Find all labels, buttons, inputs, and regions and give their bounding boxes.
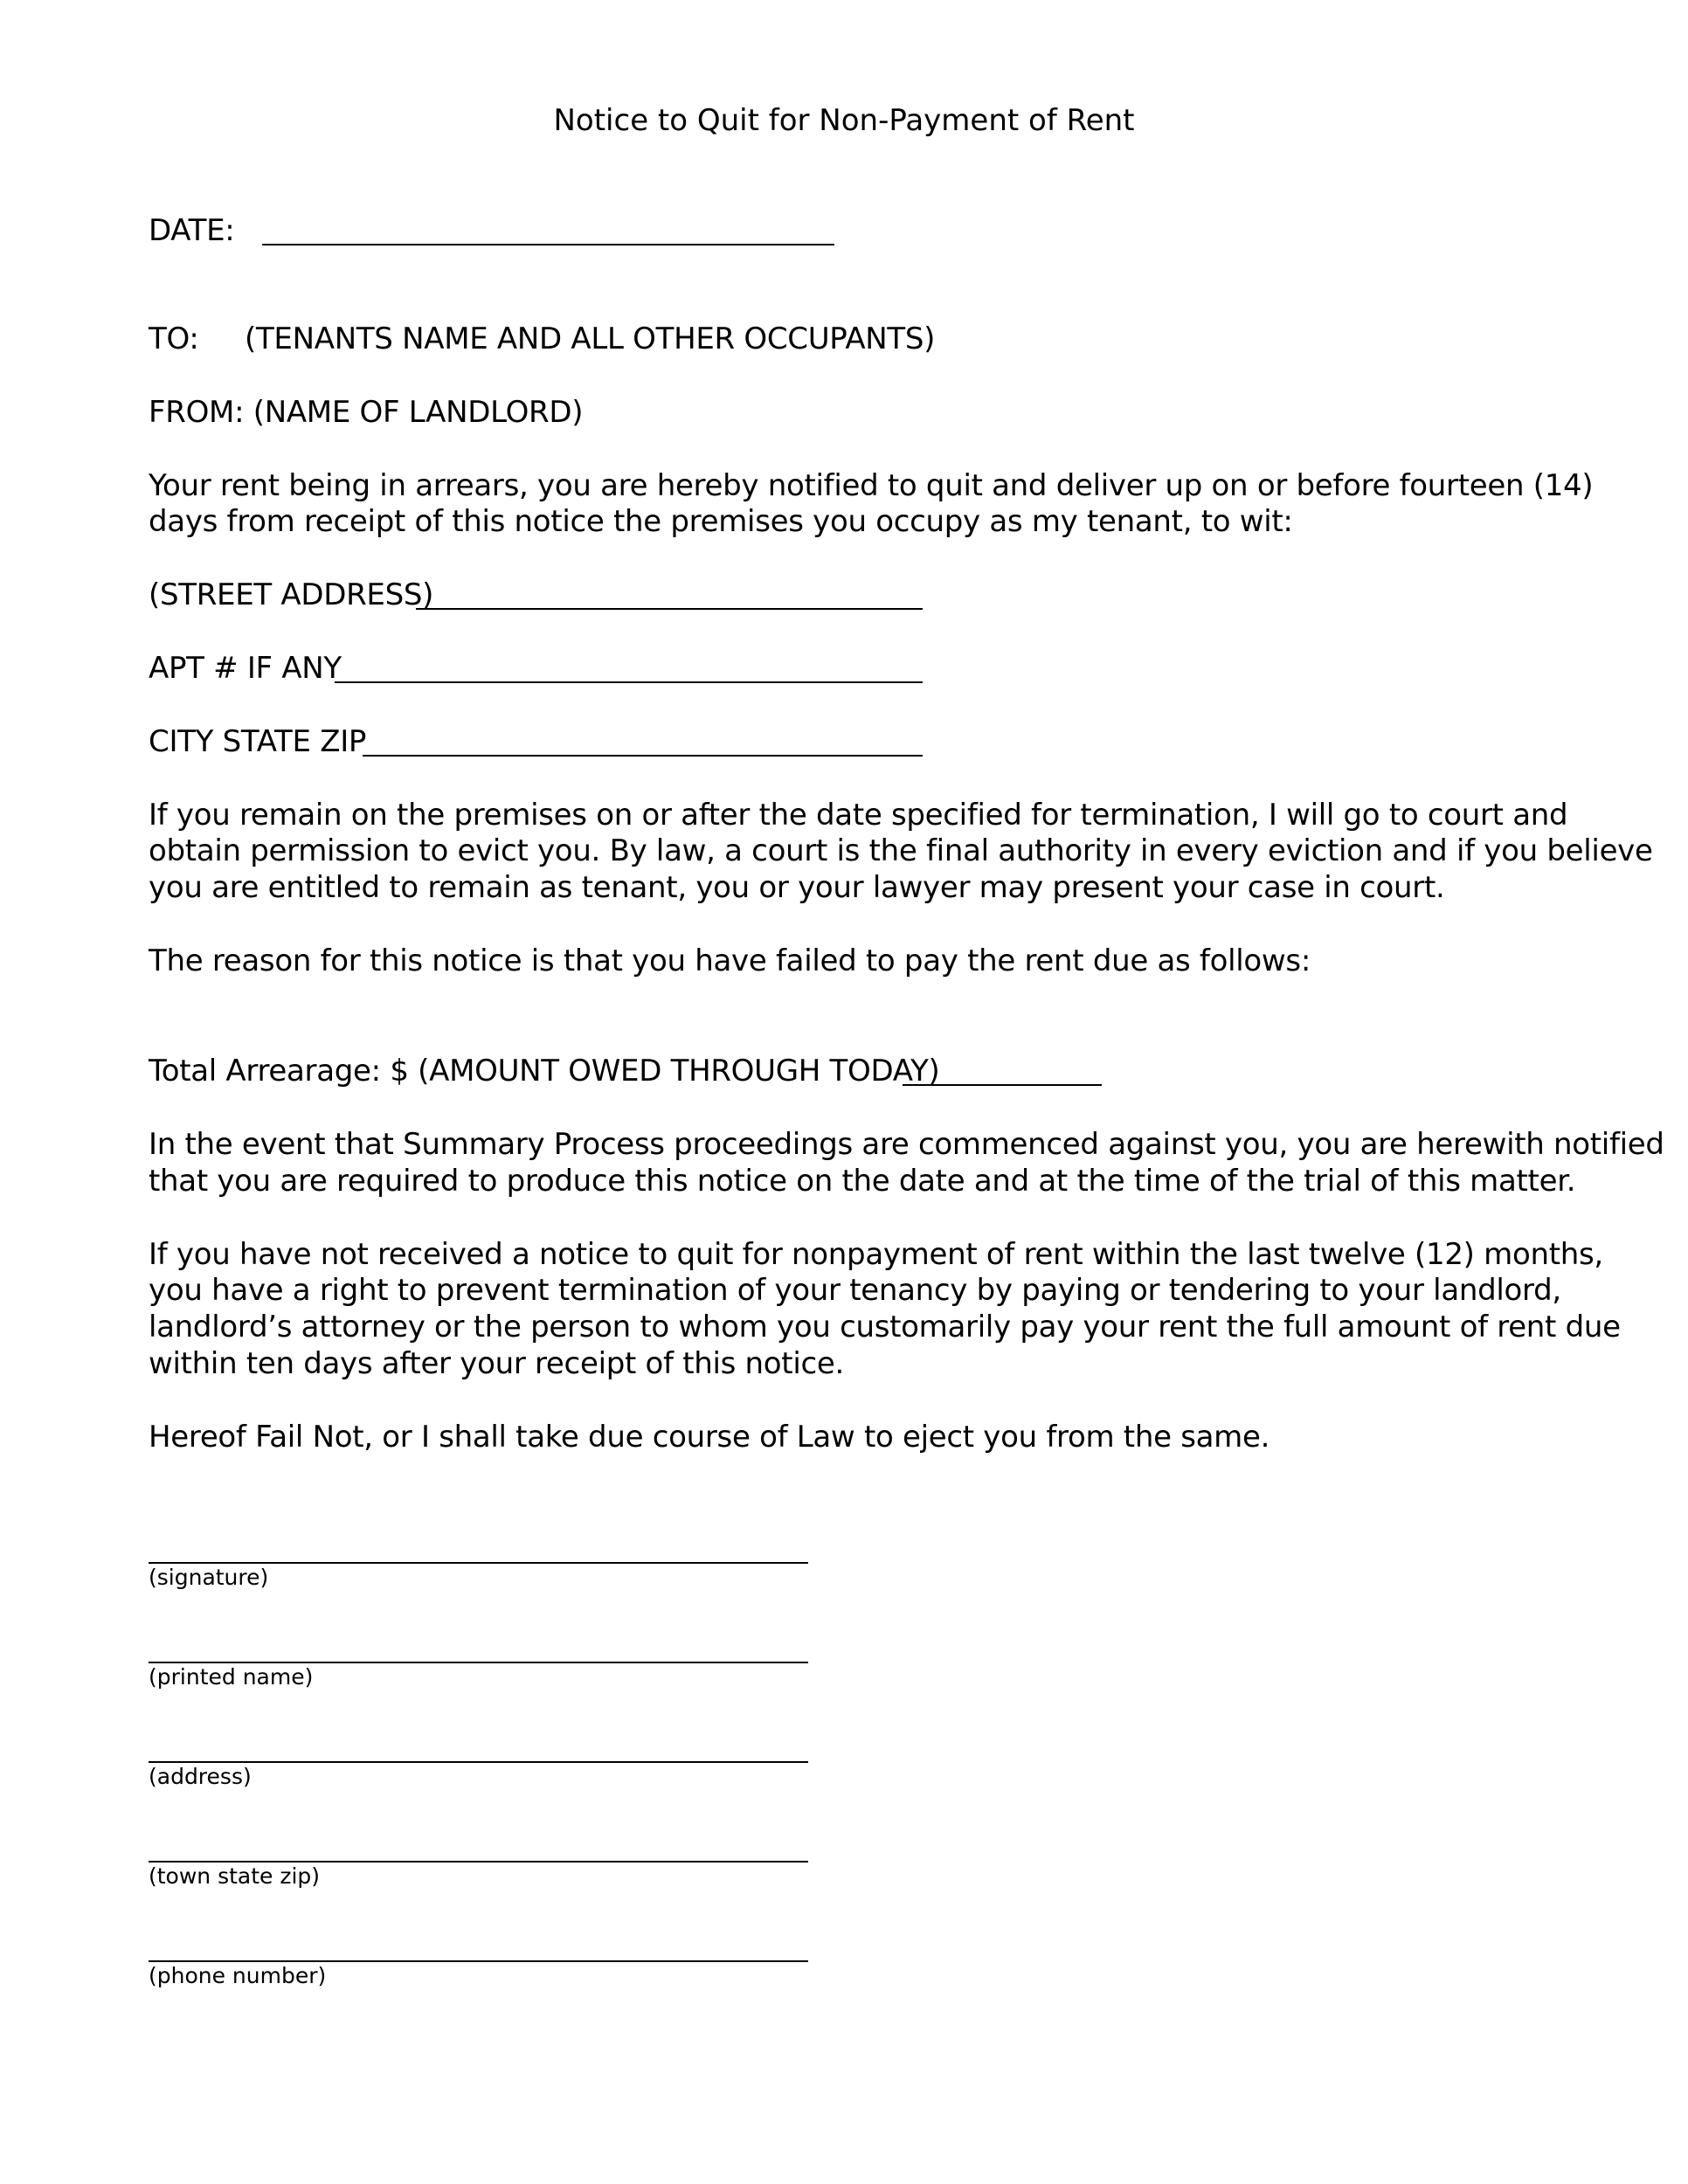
- paragraph-1-line-1: Your rent being in arrears, you are hereby notified to quit and deliver up on or before fourteen (14): [149, 468, 1594, 503]
- paragraph-4-line-1: In the event that Summary Process proceedings are commenced against you, you are herewith notified: [149, 1127, 1664, 1162]
- apt-blank-line: [335, 681, 923, 683]
- total-arrearage-label: Total Arrearage: $ (AMOUNT OWED THROUGH TODAY): [149, 1054, 940, 1089]
- phone-number-line: [149, 1960, 808, 1962]
- paragraph-5-line-1: If you have not received a notice to quit for nonpayment of rent within the last twelve (12) months,: [149, 1237, 1603, 1272]
- address-caption: (address): [149, 1764, 252, 1789]
- paragraph-2-line-3: you are entitled to remain as tenant, you or your lawyer may present your case in court.: [149, 870, 1445, 905]
- signature-line: [149, 1562, 808, 1564]
- street-address-blank-line: [416, 608, 923, 610]
- town-state-zip-caption: (town state zip): [149, 1863, 321, 1889]
- paragraph-2-line-2: obtain permission to evict you. By law, a court is the final authority in every eviction and if you believe: [149, 833, 1653, 868]
- city-state-zip-blank-line: [363, 755, 923, 757]
- from-line: FROM: (NAME OF LANDLORD): [149, 395, 584, 430]
- document-title: Notice to Quit for Non-Payment of Rent: [553, 103, 1135, 138]
- total-arrearage-blank-line: [903, 1084, 1102, 1086]
- date-label: DATE:: [149, 213, 235, 248]
- town-state-zip-line: [149, 1861, 808, 1863]
- paragraph-2-line-1: If you remain on the premises on or after the date specified for termination, I will go to court and: [149, 798, 1568, 833]
- printed-name-line: [149, 1662, 808, 1663]
- address-line: [149, 1761, 808, 1763]
- phone-number-caption: (phone number): [149, 1963, 327, 1988]
- date-blank-line: [262, 244, 834, 245]
- apt-label: APT # IF ANY: [149, 651, 342, 686]
- street-address-label: (STREET ADDRESS): [149, 577, 434, 612]
- paragraph-5-line-4: within ten days after your receipt of this notice.: [149, 1346, 845, 1381]
- to-value: (TENANTS NAME AND ALL OTHER OCCUPANTS): [245, 321, 936, 356]
- paragraph-5-line-2: you have a right to prevent termination of your tenancy by paying or tendering to your landlord,: [149, 1273, 1561, 1308]
- signature-caption: (signature): [149, 1565, 269, 1590]
- to-label: TO:: [149, 321, 199, 356]
- paragraph-4-line-2: that you are required to produce this notice on the date and at the time of the trial of this matter.: [149, 1164, 1576, 1199]
- paragraph-6: Hereof Fail Not, or I shall take due course of Law to eject you from the same.: [149, 1420, 1270, 1455]
- paragraph-3: The reason for this notice is that you have failed to pay the rent due as follows:: [149, 943, 1311, 978]
- paragraph-5-line-3: landlord’s attorney or the person to whom you customarily pay your rent the full amount of rent due: [149, 1310, 1621, 1344]
- printed-name-caption: (printed name): [149, 1664, 314, 1690]
- city-state-zip-label: CITY STATE ZIP: [149, 724, 367, 759]
- paragraph-1-line-2: days from receipt of this notice the premises you occupy as my tenant, to wit:: [149, 504, 1293, 539]
